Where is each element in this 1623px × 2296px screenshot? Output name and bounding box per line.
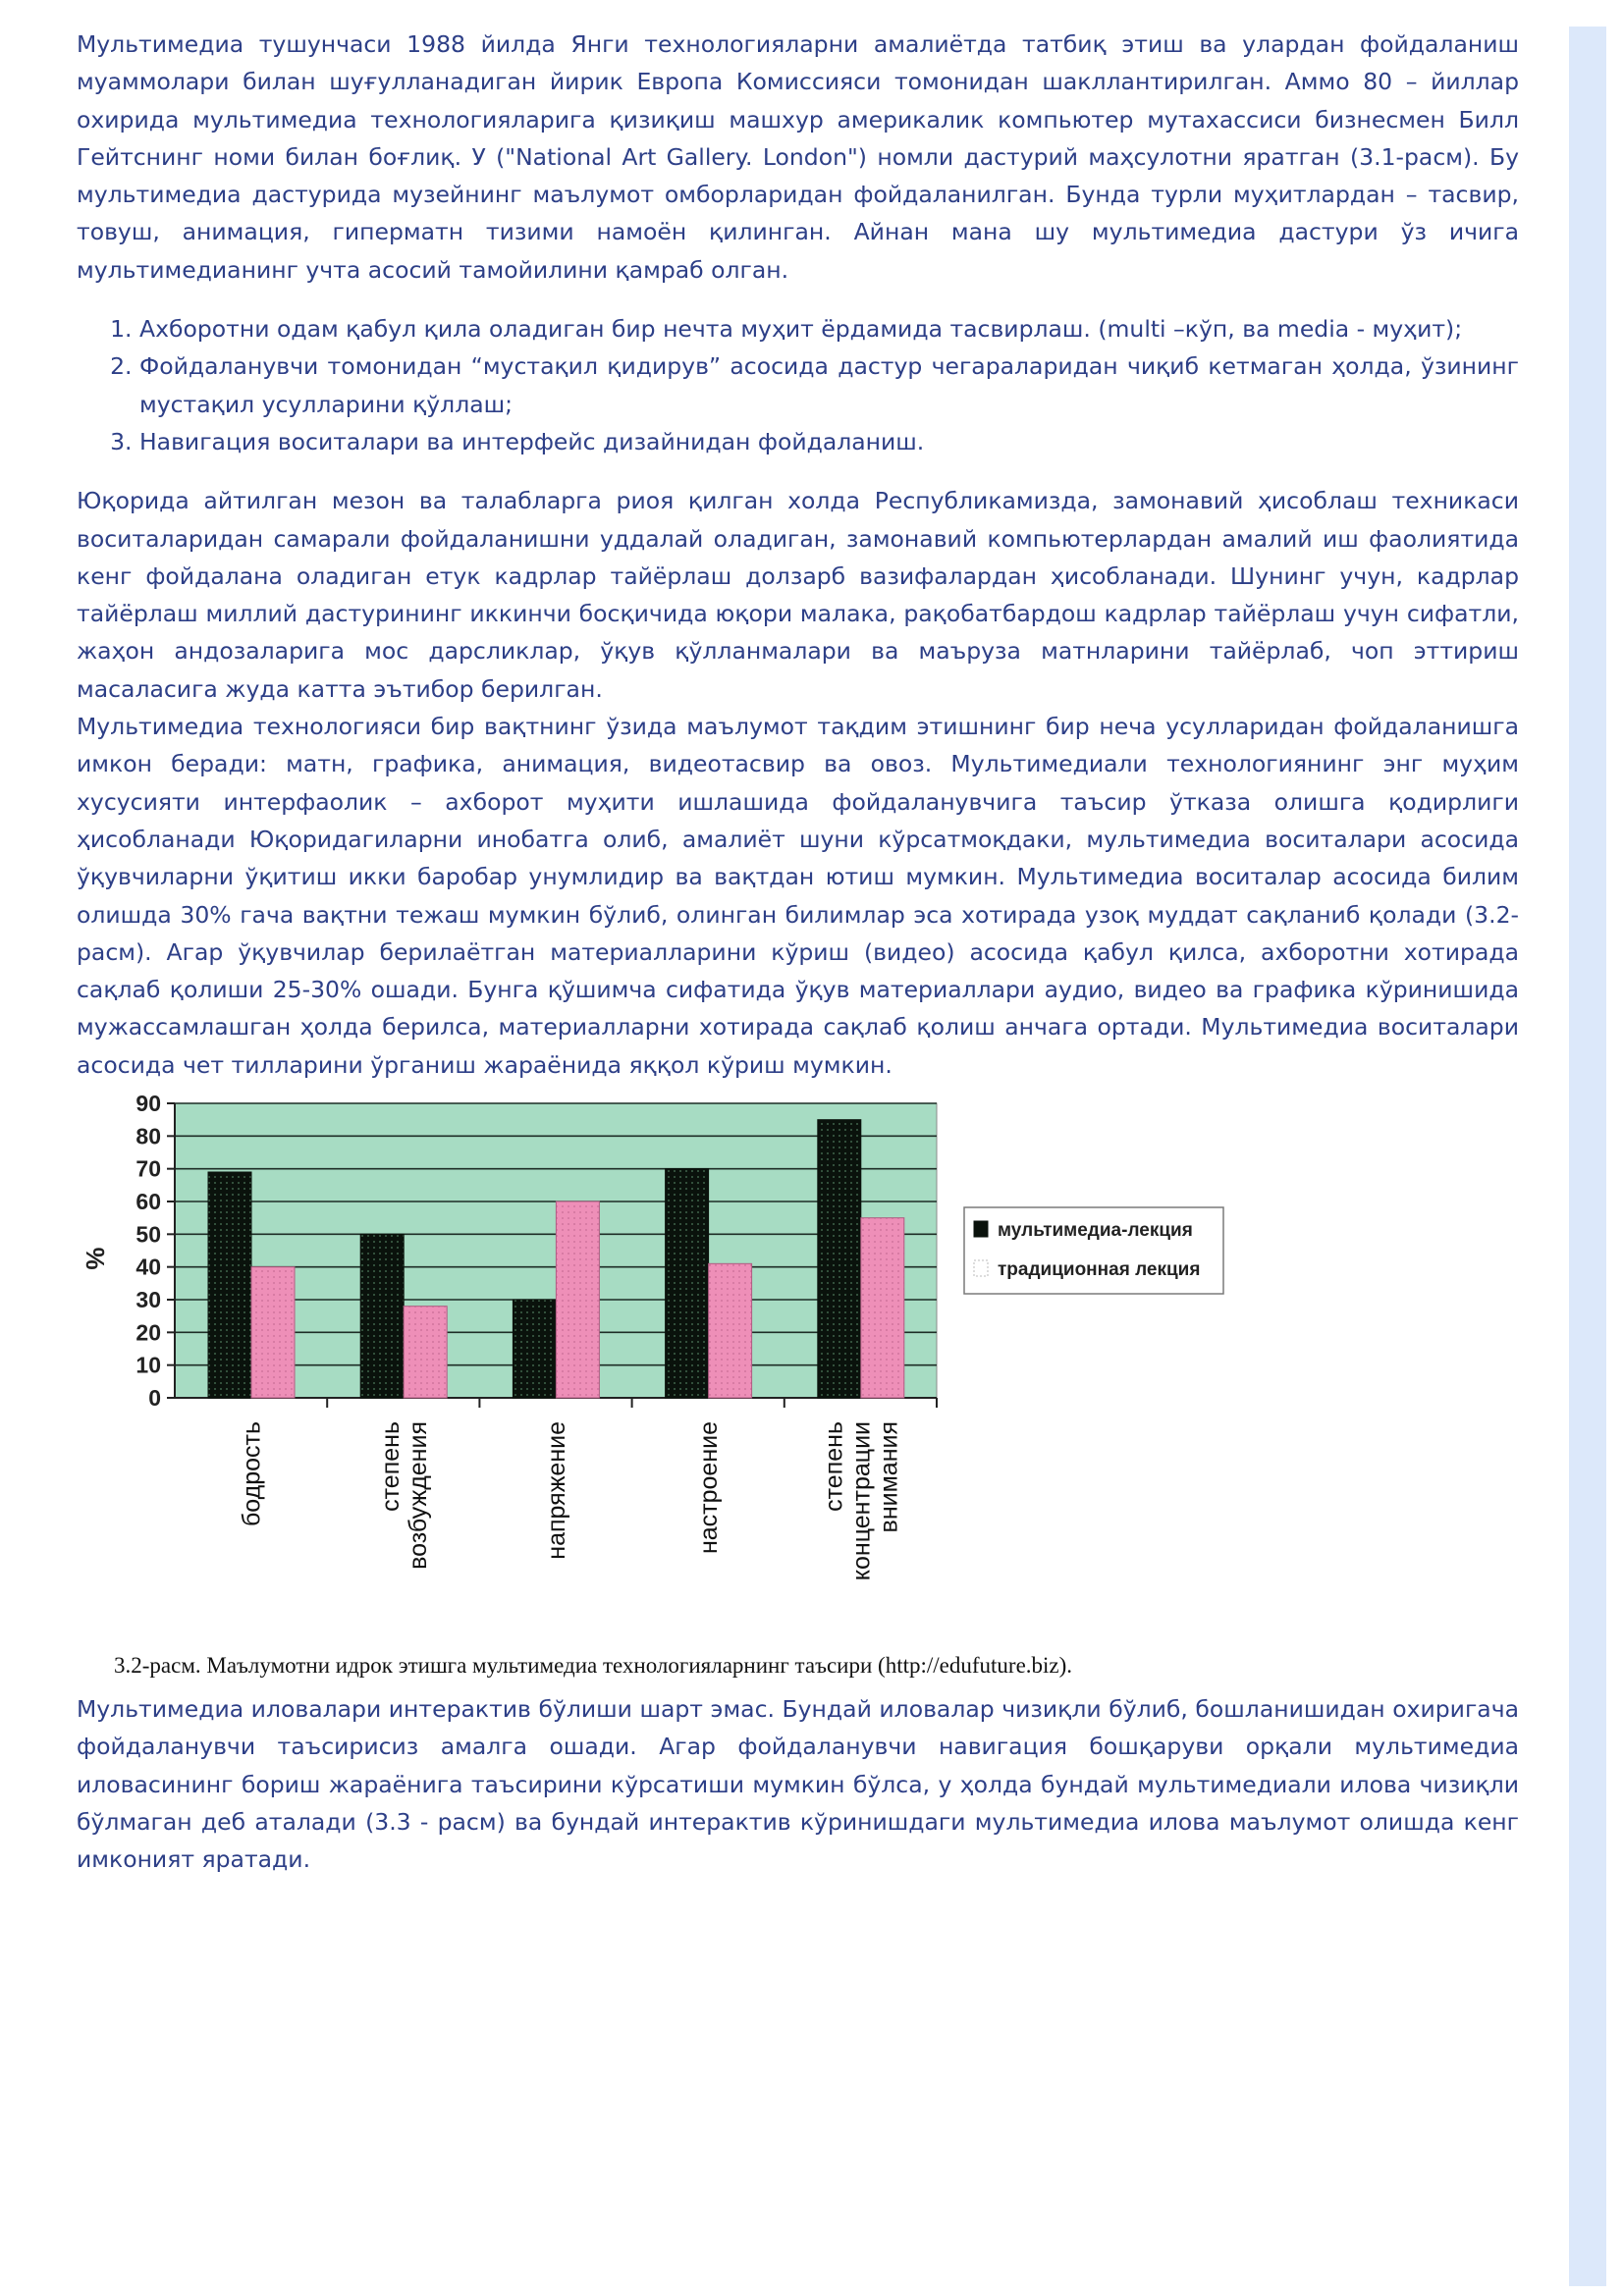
legend-swatch-traditional [974, 1260, 988, 1276]
y-tick-label: 90 [135, 1092, 161, 1117]
x-tick-label: возбуждения [404, 1421, 432, 1570]
y-axis-label: % [81, 1247, 110, 1270]
x-tick-label: бодрость [238, 1421, 266, 1527]
bar-multimedia [818, 1120, 861, 1398]
figure-3-2 [77, 1092, 1519, 1651]
bar-multimedia [513, 1300, 556, 1398]
y-tick-label: 70 [135, 1155, 161, 1182]
list-item: 3. Навигация воситалари ва интерфейс дизайнидан фойдаланиш. [139, 423, 1519, 460]
bar-multimedia [208, 1172, 251, 1398]
bar-traditional [709, 1263, 752, 1398]
paragraph-interactive-apps: Мультимедиа иловалари интерактив бўлиши шарт эмас. Бундай иловалар чизиқли бўлиб, бошланишидан охиригача фойдаланувчи таъсирисиз амалга ошади. Агар фойдаланувчи навигация бошқаруви орқали мультимедиа иловасининг бориш жараёнига таъсирини кўрсатиши мумкин бўлса, у ҳолда бундай мультимедиали илова чизиқли бўлмаган деб аталади (3.3 - расм) ва бундай интерактив кўринишдаги мультимедиа илова маълумот олишда кенг имконият яратади. [77, 1695, 1519, 1874]
x-tick-label: напряжение [543, 1421, 570, 1560]
legend-label: традиционная лекция [998, 1259, 1201, 1281]
page-side-strip [1569, 27, 1606, 2286]
bar-traditional [556, 1201, 599, 1398]
y-tick-label: 80 [135, 1123, 161, 1149]
y-tick-label: 10 [135, 1352, 161, 1378]
principles-list [77, 310, 1519, 460]
x-tick-label: концентрации [847, 1421, 876, 1581]
y-tick-label: 50 [135, 1221, 161, 1248]
y-tick-label: 0 [148, 1385, 161, 1412]
x-tick-label: степень [376, 1421, 405, 1512]
y-tick-label: 30 [135, 1287, 161, 1313]
bar-traditional [861, 1218, 904, 1398]
x-tick-label: степень [820, 1421, 848, 1512]
bar-traditional [404, 1307, 447, 1398]
bar-multimedia [360, 1234, 404, 1398]
bar-multimedia [666, 1169, 709, 1398]
bar-chart [77, 1092, 1353, 1641]
y-tick-label: 20 [135, 1319, 161, 1346]
bar-traditional [251, 1267, 295, 1398]
list-item: 1. Ахборотни одам қабул қила оладиган бир нечта муҳит ёрдамида тасвирлаш. (multi –кўп, ва media - муҳит); [139, 310, 1519, 347]
y-tick-label: 60 [135, 1189, 161, 1215]
paragraph-requirements: Юқорида айтилган мезон ва талабларга риоя қилган холда Республикамизда, замонавий ҳисоблаш техникаси воситаларидан самарали фойдаланишни уддалай оладиган, замонавий компьютерлардан амалий иш фаолиятида кенг фойдалана оладиган етук кадрлар тайёрлаш долзарб вазифалардан ҳисобланади. Шунинг учун, кадрлар тайёрлаш миллий дастурининг иккинчи босқичида юқори малака, рақобатбардош кадрлар тайёрлаш учун сифатли, жаҳон андозаларига мос дарсликлар, ўқув қўлланмалари ва маъруза матнларини тайёрлаб, чоп эттириш масаласига жуда катта эътибор берилган. [77, 487, 1519, 703]
legend-swatch-multimedia [974, 1221, 988, 1237]
list-item: 2. Фойдаланувчи томонидан “мустақил қидирув” асосида дастур чегараларидан чиқиб кетмаган ҳолда, ўзининг мустақил усулларини қўллаш; [139, 347, 1519, 423]
paragraph-intro: Мультимедиа тушунчаси 1988 йилда Янги технологияларни амалиётда татбиқ этиш ва улардан фойдаланиш муаммолари билан шуғулланадиган йирик Европа Комиссияси томонидан шакллантирилган. Аммо 80 – йиллар охирида мультимедиа технологияларига қизиқиш машхур америкалик компьютер мутахассиси бизнесмен Билл Гейтснинг номи билан боғлиқ. У ("National Art Gallery. London") номли дастурий маҳсулотни яратган (3.1-расм). Бу мультимедиа дастурида музейнинг маълумот омборларидан фойдаланилган. Бунда турли муҳитлардан – тасвир, товуш, анимация, гиперматн тизими намоён қилинган. Айнан мана шу мультимедиа дастури ўз ичига мультимедианинг учта асосий тамойилини қамраб олган. [77, 30, 1519, 284]
x-tick-label: внимания [875, 1421, 903, 1533]
document-body [77, 26, 1519, 1879]
y-tick-label: 40 [135, 1254, 161, 1280]
x-tick-label: настроение [695, 1421, 724, 1555]
paragraph-multimedia-technology: Мультимедиа технологияси бир вақтнинг ўзида маълумот тақдим этишнинг бир неча усулларидан фойдаланишга имкон беради: матн, графика, анимация, видеотасвир ва овоз. Мультимедиали технологиянинг энг муҳим хусусияти интерфаолик – ахборот муҳити ишлашида фойдаланувчига таъсир ўтказа олишга қодирлиги ҳисобланади Юқоридагиларни инобатга олиб, амалиёт шуни кўрсатмоқдаки, мультимедиа воситалари асосида ўқувчиларни ўқитиш икки баробар унумлидир ва вақтдан ютиш мумкин. Мультимедиа воситалар асосида билим олишда 30% гача вақтни тежаш мумкин бўлиб, олинган билимлар эса хотирада узоқ муддат сақланиб қолади (3.2-расм). Агар ўқувчилар берилаётган материалларини кўриш (видео) асосида қабул қилса, ахборотни хотирада сақлаб қолиши 25-30% ошади. Бунга қўшимча сифатида ўқув материаллари аудио, видео ва графика кўринишида мужассамлашган ҳолда берилса, материалларни хотирада сақлаб қолиш анчага ортади. Мультимедиа воситалари асосида чет тилларини ўрганиш жараёнида яққол кўриш мумкин. [77, 713, 1519, 1079]
legend-label: мультимедиа-лекция [998, 1220, 1193, 1242]
figure-caption: 3.2-расм. Маълумотни идрок этишга мультимедиа технологияларнинг таъсири (http://edufuture.biz). [114, 1653, 1073, 1679]
